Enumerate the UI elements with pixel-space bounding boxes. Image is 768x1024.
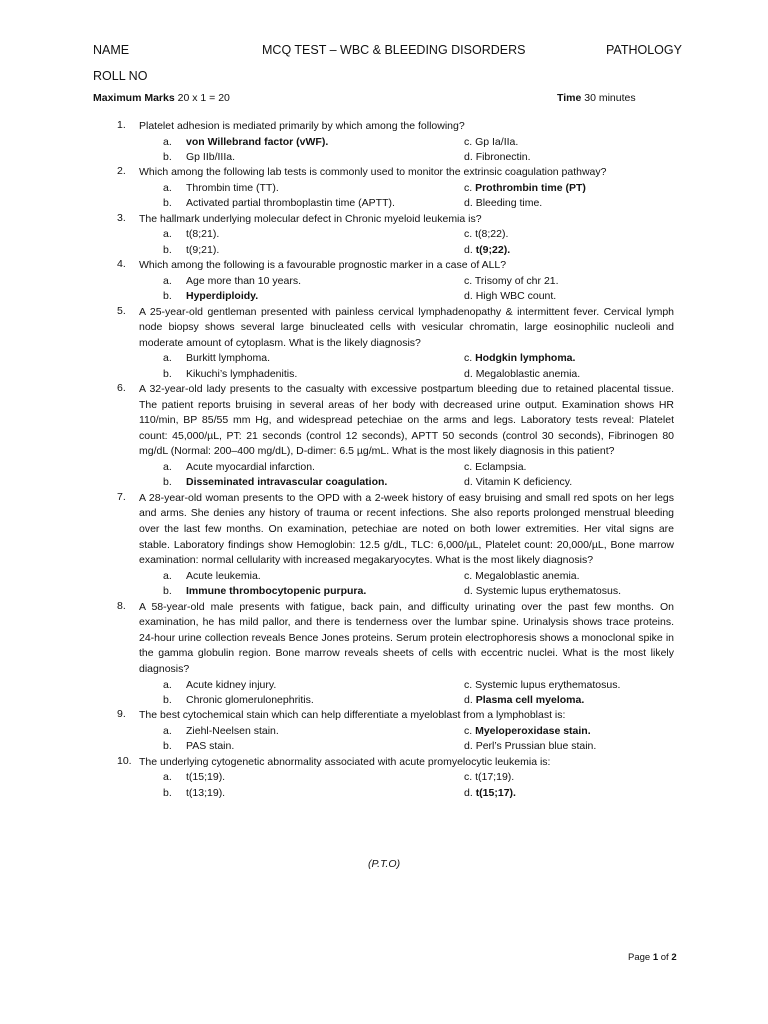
option-letter: a.	[163, 678, 172, 691]
question-list	[0, 119, 768, 801]
option-row	[0, 786, 768, 801]
option-text: Acute myocardial infarction.	[186, 461, 315, 474]
option-text: Chronic glomerulonephritis.	[186, 693, 314, 706]
option-text: Megaloblastic anemia.	[475, 367, 581, 380]
option-row	[0, 724, 768, 739]
option-letter: c.	[464, 678, 473, 691]
option-right	[464, 289, 556, 304]
option-letter: c.	[464, 228, 473, 241]
option-letter: a.	[163, 569, 172, 582]
option-letter: c.	[464, 135, 473, 148]
option-row	[0, 367, 768, 382]
option-letter: c.	[464, 461, 473, 474]
question-text: Platelet adhesion is mediated primarily by which among the following?	[139, 120, 465, 132]
name-label: NAME	[93, 43, 130, 57]
option-row	[0, 196, 768, 211]
option-row	[0, 678, 768, 693]
option-letter: d.	[464, 243, 473, 256]
question-text: Which among the following lab tests is commonly used to monitor the extrinsic coagulation pathway?	[139, 166, 607, 179]
question-number: 9.	[117, 708, 126, 721]
option-text: Fibronectin.	[475, 150, 531, 163]
question-item	[0, 212, 768, 258]
option-right	[464, 227, 508, 242]
option-row	[0, 693, 768, 708]
correct-option-text: t(9;22).	[475, 243, 511, 256]
option-right	[464, 460, 526, 475]
question-text: A 25-year-old gentleman presented with painless cervical lymphadenopathy & intermittent fever. Cervical lymph node biopsy shows several large binucleated cells with vesicular chromatin, large eosinophilic nucleoli and moderate amount of cytoplasm. What is the likely diagnosis?	[139, 305, 674, 349]
option-text: t(8;22).	[475, 228, 509, 241]
question-number: 2.	[117, 165, 126, 178]
option-letter: c.	[464, 771, 473, 784]
option-text: Thrombin time (TT).	[186, 181, 279, 194]
max-marks-value: 20 x 1 = 20	[177, 92, 230, 104]
option-right	[464, 274, 559, 289]
option-text: t(13;19).	[186, 786, 226, 799]
option-text: Systemic lupus erythematosus.	[475, 585, 621, 598]
page-of: of	[660, 952, 669, 963]
max-marks	[93, 92, 230, 104]
option-letter: b.	[163, 197, 172, 210]
option-text: Eclampsia.	[475, 461, 527, 474]
correct-option-text: Disseminated intravascular coagulation.	[186, 476, 388, 489]
option-text: Systemic lupus erythematosus.	[475, 678, 621, 691]
correct-option-text: Hodgkin lymphoma.	[475, 352, 576, 365]
option-row	[0, 274, 768, 289]
option-letter: b.	[163, 367, 172, 380]
option-letter: c.	[464, 181, 473, 194]
option-text: Age more than 10 years.	[186, 274, 301, 287]
option-text: Megaloblastic anemia.	[475, 569, 580, 582]
option-right	[464, 739, 596, 754]
option-letter: d.	[464, 585, 473, 598]
option-text: Acute kidney injury.	[186, 678, 277, 691]
question-text: The hallmark underlying molecular defect in Chronic myeloid leukemia is?	[139, 212, 482, 225]
option-letter: a.	[163, 274, 172, 287]
option-right	[464, 367, 580, 382]
option-letter: b.	[163, 786, 172, 799]
option-right	[464, 196, 542, 211]
option-text: Kikuchi’s lymphadenitis.	[186, 367, 298, 380]
option-row	[0, 460, 768, 475]
subject-label: PATHOLOGY	[606, 43, 682, 57]
option-row	[0, 569, 768, 584]
option-text: Acute leukemia.	[186, 569, 261, 582]
option-row	[0, 475, 768, 490]
option-text: t(9;21).	[186, 243, 220, 256]
option-letter: d.	[464, 367, 473, 380]
option-letter: d.	[464, 290, 473, 303]
option-letter: d.	[464, 476, 473, 489]
question-number: 7.	[117, 490, 126, 503]
option-text: Activated partial thromboplastin time (APTT).	[186, 197, 395, 210]
question-text: A 58-year-old male presents with fatigue, back pain, and difficulty urinating over the past few months. On examination, he has mild pallor, and there is tenderness over the lumbar spine. Urinalysis shows trace proteins. 24-hour urine collection reveals Bence Jones proteins. Serum protein electrophoresis shows a monoclonal spike in the gamma globulin region. Bone marrow reveals sheets of cells with eccentric nuclei. What is the most likely diagnosis?	[139, 600, 674, 675]
option-text: Ziehl-Neelsen stain.	[186, 724, 279, 737]
option-text: t(15;19).	[186, 771, 226, 784]
option-letter: d.	[464, 693, 473, 706]
correct-option-text: Prothrombin time (PT)	[475, 181, 586, 194]
option-letter: b.	[163, 585, 172, 598]
option-letter: b.	[163, 290, 172, 303]
option-letter: b.	[163, 693, 172, 706]
time-info	[557, 92, 636, 104]
question-item	[0, 382, 768, 491]
max-marks-label: Maximum Marks	[93, 92, 175, 104]
roll-no-label: ROLL NO	[93, 69, 148, 83]
option-letter: d.	[464, 786, 473, 799]
option-right	[464, 475, 572, 490]
option-row	[0, 135, 768, 150]
question-number: 4.	[117, 258, 126, 271]
question-number: 1.	[117, 119, 126, 131]
question-item	[0, 305, 768, 383]
option-right	[464, 724, 591, 739]
option-row	[0, 739, 768, 754]
question-number: 8.	[117, 599, 126, 612]
correct-option-text: Immune thrombocytopenic purpura.	[186, 585, 367, 598]
option-right	[464, 770, 514, 785]
option-row	[0, 289, 768, 304]
option-letter: a.	[163, 135, 172, 148]
option-text: PAS stain.	[186, 740, 235, 753]
question-item	[0, 258, 768, 304]
question-text: The underlying cytogenetic abnormality associated with acute promyelocytic leukemia is:	[139, 755, 551, 768]
option-right	[464, 243, 510, 258]
option-letter: a.	[163, 352, 172, 365]
option-letter: a.	[163, 181, 172, 194]
option-text: Burkitt lymphoma.	[186, 352, 271, 365]
page-prefix: Page	[628, 952, 651, 963]
correct-option-text: Myeloperoxidase stain.	[475, 724, 591, 737]
option-letter: d.	[464, 197, 473, 210]
option-row	[0, 150, 768, 165]
option-row	[0, 351, 768, 366]
question-number: 10.	[117, 754, 132, 767]
question-item	[0, 491, 768, 600]
option-text: Gp Ia/IIa.	[475, 135, 519, 148]
option-text: Trisomy of chr 21.	[474, 274, 559, 287]
question-item	[0, 755, 768, 801]
question-text: Which among the following is a favourable prognostic marker in a case of ALL?	[139, 259, 507, 272]
correct-option-text: t(15;17).	[475, 786, 516, 799]
question-number: 6.	[117, 382, 126, 395]
pto-note: (P.T.O)	[368, 858, 401, 870]
question-number: 3.	[117, 211, 126, 224]
option-row	[0, 770, 768, 785]
option-row	[0, 584, 768, 599]
time-label: Time	[557, 92, 582, 104]
option-text: Perl’s Prussian blue stain.	[475, 740, 597, 753]
question-number: 5.	[117, 304, 126, 317]
option-text: Bleeding time.	[475, 197, 543, 210]
option-letter: c.	[464, 274, 473, 287]
option-right	[464, 584, 621, 599]
option-text: t(8;21).	[186, 228, 220, 241]
page-total: 2	[671, 952, 677, 963]
question-text: A 28-year-old woman presents to the OPD with a 2-week history of easy bruising and small red spots on her legs and arms. She denies any history of trauma or recent infections. She also reports prolonged menstrual bleeding over the last few months. On examination, petechiae are noted on both lower extremities. Her vital signs are stable. Laboratory findings show Hemoglobin: 12.5 g/dL, TLC: 6,000/µL, Platelet count: 20,000/µL, Bone marrow examination: normal cellularity with increased megakaryocytes. What is the most likely diagnosis?	[139, 491, 674, 567]
option-letter: b.	[163, 476, 172, 489]
option-right	[464, 351, 575, 366]
page-number	[628, 952, 677, 963]
option-letter: b.	[163, 740, 172, 753]
question-text: The best cytochemical stain which can help differentiate a myeloblast from a lymphoblast is:	[139, 709, 566, 722]
option-letter: a.	[163, 228, 172, 241]
page-current: 1	[652, 952, 659, 963]
option-right	[464, 569, 580, 584]
option-letter: c.	[464, 724, 473, 737]
option-right	[464, 181, 586, 196]
option-row	[0, 181, 768, 196]
correct-option-text: von Willebrand factor (vWF).	[186, 135, 329, 148]
option-right	[464, 786, 516, 801]
option-right	[464, 678, 620, 693]
correct-option-text: Hyperdiploidy.	[186, 290, 259, 303]
question-item	[0, 165, 768, 211]
option-row	[0, 227, 768, 242]
correct-option-text: Plasma cell myeloma.	[475, 693, 585, 706]
option-text: Vitamin K deficiency.	[475, 476, 573, 489]
option-text: t(17;19).	[475, 771, 515, 784]
option-right	[464, 135, 518, 150]
option-letter: b.	[163, 243, 172, 256]
option-row	[0, 243, 768, 258]
option-letter: b.	[163, 150, 172, 163]
option-letter: c.	[464, 352, 473, 365]
option-letter: a.	[163, 461, 172, 474]
time-value: 30 minutes	[584, 92, 636, 104]
option-text: High WBC count.	[475, 290, 557, 303]
option-letter: c.	[464, 569, 473, 582]
option-right	[464, 150, 531, 165]
option-letter: d.	[464, 150, 473, 163]
question-item	[0, 708, 768, 754]
option-letter: a.	[163, 724, 172, 737]
option-letter: a.	[163, 771, 172, 784]
question-text: A 32-year-old lady presents to the casualty with excessive postpartum bleeding due to retained placental tissue. The patient reports bruising in several areas of her body with decreased urine output. Examination shows HR 110/min, BP 85/55 mm Hg, and widespread petechiae on the arms and legs. Laboratory tests reveal: Platelet count: 45,000/µL, PT: 21 seconds (control 12 seconds), APTT 50 seconds (control 30 seconds), Fibrinogen 80 mg/dL (Normal: 200–400 mg/dL), D-dimer: 6.5 µg/mL. What is the most likely diagnosis in this patient?	[139, 383, 674, 458]
option-letter: d.	[464, 740, 473, 753]
question-item	[0, 119, 768, 165]
option-right	[464, 693, 584, 708]
option-text: Gp IIb/IIIa.	[186, 150, 236, 163]
page-title: MCQ TEST – WBC & BLEEDING DISORDERS	[262, 43, 526, 57]
question-item	[0, 600, 768, 709]
